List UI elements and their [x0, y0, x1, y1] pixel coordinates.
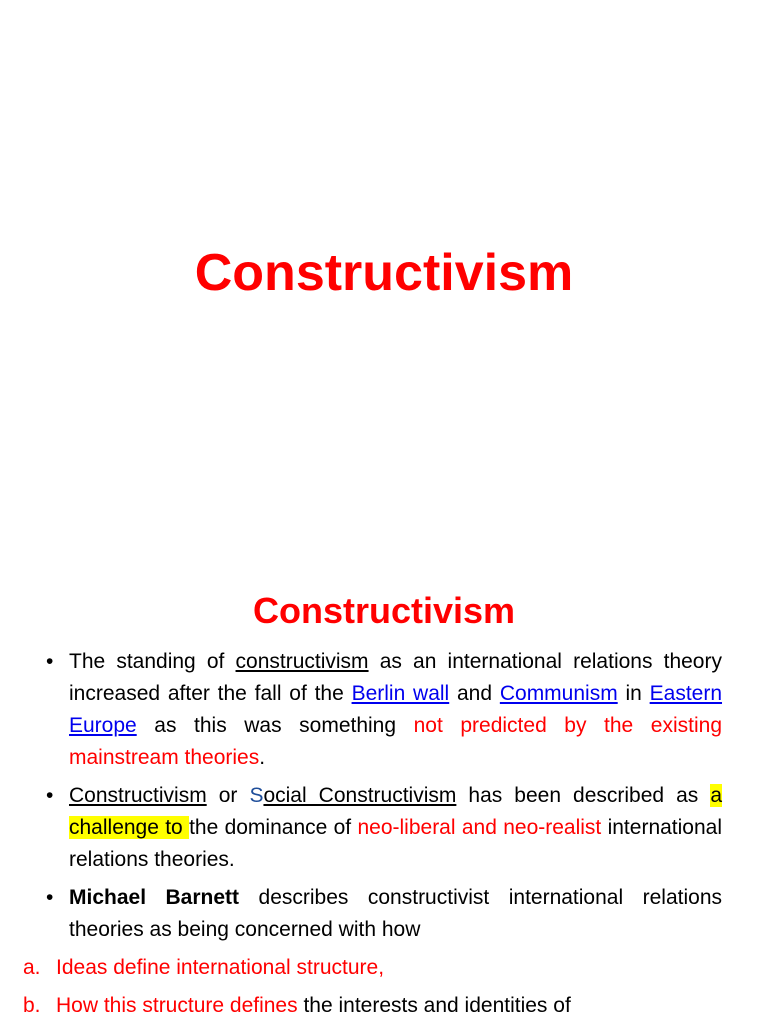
text-run: has been described as — [456, 784, 711, 807]
text-run: How this structure defines — [56, 994, 298, 1017]
numbered-item — [23, 952, 722, 984]
text-run: Michael Barnett — [69, 886, 240, 909]
numbered-list — [23, 952, 722, 1022]
content-slide — [0, 560, 768, 1024]
text-run: . — [259, 746, 266, 769]
text-run: Ideas define international structure, — [56, 956, 385, 979]
text-run: as an international relations theory increased after the fall of the — [69, 650, 722, 705]
bullet-item — [46, 646, 722, 774]
hyperlink-text[interactable]: Communism — [499, 682, 618, 705]
bullet-list — [46, 646, 722, 946]
text-run: a challenge to — [69, 784, 723, 839]
text-run: or — [206, 784, 250, 807]
text-run: the dominance of — [189, 816, 358, 839]
slide-title: Constructivism — [194, 244, 574, 302]
text-run: describes constructivist international relations theories as being concerned with how — [69, 886, 722, 941]
bullet-marker: • — [46, 784, 54, 807]
bullet-marker: • — [46, 886, 54, 909]
text-run: international relations theories. — [69, 816, 722, 871]
numbered-marker: a. — [23, 956, 41, 979]
text-run: The standing of — [69, 650, 236, 673]
slide-body — [23, 646, 723, 1026]
text-run: as this was something — [136, 714, 414, 737]
numbered-item — [23, 990, 722, 1022]
text-run: not predicted by the existing mainstream theories — [69, 714, 723, 769]
hyperlink-text[interactable]: Berlin wall — [351, 682, 450, 705]
slide-heading: Constructivism — [252, 590, 516, 631]
text-run: and — [449, 682, 500, 705]
bullet-marker: • — [46, 650, 54, 673]
text-run: neo-liberal and neo-realist — [357, 816, 602, 839]
text-run: Constructivism — [69, 784, 207, 807]
text-run: in — [617, 682, 650, 705]
text-run: the interests and identities of — [297, 994, 571, 1017]
bullet-item — [46, 882, 722, 946]
bullet-item — [46, 780, 722, 876]
hyperlink-text[interactable]: Eastern Europe — [69, 682, 723, 737]
text-run: S — [249, 784, 264, 807]
numbered-marker: b. — [23, 994, 41, 1017]
text-run: constructivism — [235, 650, 369, 673]
text-run: ocial Constructivism — [263, 784, 457, 807]
